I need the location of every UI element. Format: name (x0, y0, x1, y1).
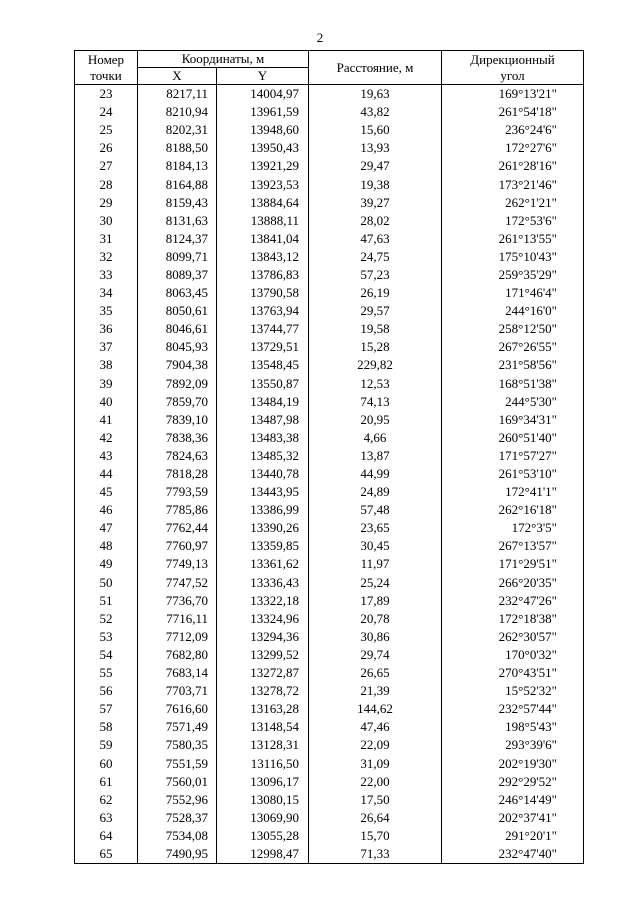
x-cell: 7528,37 (138, 809, 217, 827)
y-cell: 13163,28 (217, 700, 309, 718)
table-row (75, 85, 584, 104)
x-cell: 7839,10 (138, 411, 217, 429)
y-cell: 13055,28 (217, 827, 309, 845)
y-cell: 13440,78 (217, 465, 309, 483)
y-cell: 13443,95 (217, 483, 309, 501)
y-cell: 13484,19 (217, 393, 309, 411)
distance-cell: 71,33 (309, 845, 442, 864)
x-cell: 7616,60 (138, 700, 217, 718)
angle-cell: 261°54'18" (442, 103, 584, 121)
distance-cell: 19,38 (309, 175, 442, 193)
x-cell: 7716,11 (138, 610, 217, 628)
table-row (75, 157, 584, 175)
point-number-cell: 33 (75, 266, 138, 284)
angle-cell: 261°13'55" (442, 230, 584, 248)
x-cell: 8159,43 (138, 194, 217, 212)
y-cell: 13361,62 (217, 555, 309, 573)
y-cell: 13950,43 (217, 139, 309, 157)
point-number-cell: 55 (75, 664, 138, 682)
table-body (75, 85, 584, 864)
header-point-top: Номер (87, 51, 125, 67)
header-point-number (75, 51, 138, 85)
angle-cell: 172°18'38" (442, 610, 584, 628)
table-row (75, 682, 584, 700)
y-cell: 13324,96 (217, 610, 309, 628)
angle-cell: 169°34'31" (442, 411, 584, 429)
angle-cell: 202°37'41" (442, 809, 584, 827)
point-number-cell: 65 (75, 845, 138, 864)
point-number-cell: 37 (75, 338, 138, 356)
point-number-cell: 60 (75, 754, 138, 772)
angle-cell: 267°26'55" (442, 338, 584, 356)
y-cell: 13550,87 (217, 375, 309, 393)
x-cell: 7551,59 (138, 754, 217, 772)
distance-cell: 29,74 (309, 646, 442, 664)
angle-cell: 232°47'40" (442, 845, 584, 864)
x-cell: 7859,70 (138, 393, 217, 411)
table-row (75, 700, 584, 718)
y-cell: 13744,77 (217, 320, 309, 338)
table-row (75, 266, 584, 284)
distance-cell: 26,64 (309, 809, 442, 827)
distance-cell: 57,23 (309, 266, 442, 284)
x-cell: 8164,88 (138, 175, 217, 193)
header-angle-bottom: угол (500, 67, 525, 83)
distance-cell: 144,62 (309, 700, 442, 718)
table-row (75, 447, 584, 465)
angle-cell: 172°3'5" (442, 519, 584, 537)
angle-cell: 262°1'21" (442, 194, 584, 212)
point-number-cell: 43 (75, 447, 138, 465)
header-angle-top: Дирекционный (470, 51, 555, 67)
table-row (75, 574, 584, 592)
distance-cell: 29,47 (309, 157, 442, 175)
table-row (75, 212, 584, 230)
x-cell: 7683,14 (138, 664, 217, 682)
point-number-cell: 29 (75, 194, 138, 212)
header-distance: Расстояние, м (309, 51, 442, 85)
y-cell: 13069,90 (217, 809, 309, 827)
table-row (75, 610, 584, 628)
point-number-cell: 47 (75, 519, 138, 537)
point-number-cell: 30 (75, 212, 138, 230)
header-x: X (138, 68, 217, 85)
table-row (75, 754, 584, 772)
y-cell: 13884,64 (217, 194, 309, 212)
header-y: Y (217, 68, 309, 85)
distance-cell: 30,86 (309, 628, 442, 646)
point-number-cell: 54 (75, 646, 138, 664)
y-cell: 13548,45 (217, 356, 309, 374)
x-cell: 7904,38 (138, 356, 217, 374)
distance-cell: 25,24 (309, 574, 442, 592)
x-cell: 8046,61 (138, 320, 217, 338)
y-cell: 13294,36 (217, 628, 309, 646)
point-number-cell: 56 (75, 682, 138, 700)
angle-cell: 198°5'43" (442, 718, 584, 736)
x-cell: 7703,71 (138, 682, 217, 700)
y-cell: 13763,94 (217, 302, 309, 320)
distance-cell: 12,53 (309, 375, 442, 393)
distance-cell: 21,39 (309, 682, 442, 700)
table-row (75, 628, 584, 646)
table-row (75, 809, 584, 827)
x-cell: 7747,52 (138, 574, 217, 592)
angle-cell: 262°30'57" (442, 628, 584, 646)
x-cell: 7760,97 (138, 537, 217, 555)
y-cell: 13386,99 (217, 501, 309, 519)
angle-cell: 171°29'51" (442, 555, 584, 573)
distance-cell: 20,78 (309, 610, 442, 628)
table-row (75, 284, 584, 302)
x-cell: 8202,31 (138, 121, 217, 139)
x-cell: 7793,59 (138, 483, 217, 501)
table-row (75, 230, 584, 248)
y-cell: 13322,18 (217, 592, 309, 610)
distance-cell: 19,58 (309, 320, 442, 338)
table-row (75, 429, 584, 447)
angle-cell: 267°13'57" (442, 537, 584, 555)
point-number-cell: 31 (75, 230, 138, 248)
table-row (75, 465, 584, 483)
point-number-cell: 50 (75, 574, 138, 592)
point-number-cell: 36 (75, 320, 138, 338)
x-cell: 8124,37 (138, 230, 217, 248)
point-number-cell: 48 (75, 537, 138, 555)
x-cell: 7762,44 (138, 519, 217, 537)
point-number-cell: 42 (75, 429, 138, 447)
distance-cell: 57,48 (309, 501, 442, 519)
x-cell: 8210,94 (138, 103, 217, 121)
angle-cell: 231°58'56" (442, 356, 584, 374)
y-cell: 13128,31 (217, 736, 309, 754)
header-direction-angle (442, 51, 584, 85)
point-number-cell: 44 (75, 465, 138, 483)
table-row (75, 773, 584, 791)
x-cell: 7838,36 (138, 429, 217, 447)
y-cell: 13786,83 (217, 266, 309, 284)
distance-cell: 29,57 (309, 302, 442, 320)
y-cell: 13487,98 (217, 411, 309, 429)
point-number-cell: 49 (75, 555, 138, 573)
x-cell: 8131,63 (138, 212, 217, 230)
distance-cell: 13,93 (309, 139, 442, 157)
angle-cell: 168°51'38" (442, 375, 584, 393)
angle-cell: 293°39'6" (442, 736, 584, 754)
angle-cell: 259°35'29" (442, 266, 584, 284)
distance-cell: 24,89 (309, 483, 442, 501)
angle-cell: 171°46'4" (442, 284, 584, 302)
point-number-cell: 62 (75, 791, 138, 809)
distance-cell: 47,46 (309, 718, 442, 736)
distance-cell: 24,75 (309, 248, 442, 266)
x-cell: 8050,61 (138, 302, 217, 320)
angle-cell: 261°53'10" (442, 465, 584, 483)
angle-cell: 270°43'51" (442, 664, 584, 682)
x-cell: 7552,96 (138, 791, 217, 809)
angle-cell: 266°20'35" (442, 574, 584, 592)
y-cell: 13729,51 (217, 338, 309, 356)
point-number-cell: 58 (75, 718, 138, 736)
table-row (75, 139, 584, 157)
y-cell: 13299,52 (217, 646, 309, 664)
table-row (75, 320, 584, 338)
y-cell: 13483,38 (217, 429, 309, 447)
y-cell: 13359,85 (217, 537, 309, 555)
point-number-cell: 38 (75, 356, 138, 374)
table-row (75, 718, 584, 736)
distance-cell: 31,09 (309, 754, 442, 772)
y-cell: 13923,53 (217, 175, 309, 193)
table-row (75, 483, 584, 501)
table-row (75, 356, 584, 374)
y-cell: 13116,50 (217, 754, 309, 772)
table-row (75, 121, 584, 139)
angle-cell: 260°51'40" (442, 429, 584, 447)
distance-cell: 15,60 (309, 121, 442, 139)
point-number-cell: 52 (75, 610, 138, 628)
point-number-cell: 53 (75, 628, 138, 646)
distance-cell: 17,89 (309, 592, 442, 610)
angle-cell: 173°21'46" (442, 175, 584, 193)
page-number: 2 (316, 30, 324, 45)
table-row (75, 519, 584, 537)
y-cell: 13921,29 (217, 157, 309, 175)
distance-cell: 17,50 (309, 791, 442, 809)
point-number-cell: 34 (75, 284, 138, 302)
distance-cell: 44,99 (309, 465, 442, 483)
point-number-cell: 41 (75, 411, 138, 429)
point-number-cell: 57 (75, 700, 138, 718)
point-number-cell: 46 (75, 501, 138, 519)
x-cell: 7682,80 (138, 646, 217, 664)
x-cell: 8217,11 (138, 85, 217, 104)
y-cell: 13390,26 (217, 519, 309, 537)
point-number-cell: 64 (75, 827, 138, 845)
x-cell: 7712,09 (138, 628, 217, 646)
y-cell: 13790,58 (217, 284, 309, 302)
coordinates-table (74, 50, 584, 864)
y-cell: 13888,11 (217, 212, 309, 230)
point-number-cell: 24 (75, 103, 138, 121)
table-row (75, 302, 584, 320)
x-cell: 7892,09 (138, 375, 217, 393)
point-number-cell: 39 (75, 375, 138, 393)
x-cell: 8063,45 (138, 284, 217, 302)
x-cell: 7824,63 (138, 447, 217, 465)
y-cell: 13948,60 (217, 121, 309, 139)
header-coordinates: Координаты, м (138, 51, 309, 68)
angle-cell: 172°41'1" (442, 483, 584, 501)
point-number-cell: 32 (75, 248, 138, 266)
y-cell: 12998,47 (217, 845, 309, 864)
x-cell: 7534,08 (138, 827, 217, 845)
x-cell: 7818,28 (138, 465, 217, 483)
distance-cell: 19,63 (309, 85, 442, 104)
distance-cell: 15,70 (309, 827, 442, 845)
angle-cell: 172°53'6" (442, 212, 584, 230)
point-number-cell: 63 (75, 809, 138, 827)
point-number-cell: 59 (75, 736, 138, 754)
distance-cell: 11,97 (309, 555, 442, 573)
table-row (75, 501, 584, 519)
distance-cell: 15,28 (309, 338, 442, 356)
angle-cell: 15°52'32" (442, 682, 584, 700)
point-number-cell: 51 (75, 592, 138, 610)
table-row (75, 375, 584, 393)
y-cell: 13096,17 (217, 773, 309, 791)
table-row (75, 664, 584, 682)
table-row (75, 845, 584, 864)
y-cell: 14004,97 (217, 85, 309, 104)
x-cell: 7580,35 (138, 736, 217, 754)
y-cell: 13485,32 (217, 447, 309, 465)
angle-cell: 202°19'30" (442, 754, 584, 772)
point-number-cell: 45 (75, 483, 138, 501)
distance-cell: 4,66 (309, 429, 442, 447)
point-number-cell: 23 (75, 85, 138, 104)
table-row (75, 175, 584, 193)
table-row (75, 537, 584, 555)
table-row (75, 194, 584, 212)
x-cell: 7785,86 (138, 501, 217, 519)
y-cell: 13148,54 (217, 718, 309, 736)
x-cell: 7560,01 (138, 773, 217, 791)
y-cell: 13272,87 (217, 664, 309, 682)
x-cell: 7736,70 (138, 592, 217, 610)
distance-cell: 28,02 (309, 212, 442, 230)
x-cell: 7749,13 (138, 555, 217, 573)
angle-cell: 175°10'43" (442, 248, 584, 266)
angle-cell: 261°28'16" (442, 157, 584, 175)
y-cell: 13843,12 (217, 248, 309, 266)
angle-cell: 232°57'44" (442, 700, 584, 718)
distance-cell: 13,87 (309, 447, 442, 465)
table-row (75, 103, 584, 121)
x-cell: 8099,71 (138, 248, 217, 266)
angle-cell: 171°57'27" (442, 447, 584, 465)
header-point-bottom: точки (90, 67, 122, 83)
point-number-cell: 25 (75, 121, 138, 139)
table-row (75, 338, 584, 356)
angle-cell: 169°13'21" (442, 85, 584, 104)
y-cell: 13841,04 (217, 230, 309, 248)
x-cell: 7571,49 (138, 718, 217, 736)
table-row (75, 393, 584, 411)
angle-cell: 292°29'52" (442, 773, 584, 791)
distance-cell: 74,13 (309, 393, 442, 411)
point-number-cell: 40 (75, 393, 138, 411)
angle-cell: 258°12'50" (442, 320, 584, 338)
angle-cell: 246°14'49" (442, 791, 584, 809)
y-cell: 13336,43 (217, 574, 309, 592)
angle-cell: 232°47'26" (442, 592, 584, 610)
angle-cell: 170°0'32" (442, 646, 584, 664)
distance-cell: 22,09 (309, 736, 442, 754)
distance-cell: 23,65 (309, 519, 442, 537)
x-cell: 8184,13 (138, 157, 217, 175)
angle-cell: 291°20'1" (442, 827, 584, 845)
distance-cell: 22,00 (309, 773, 442, 791)
table-row (75, 555, 584, 573)
table-row (75, 592, 584, 610)
x-cell: 8188,50 (138, 139, 217, 157)
point-number-cell: 35 (75, 302, 138, 320)
y-cell: 13080,15 (217, 791, 309, 809)
distance-cell: 26,19 (309, 284, 442, 302)
point-number-cell: 26 (75, 139, 138, 157)
y-cell: 13961,59 (217, 103, 309, 121)
table-row (75, 646, 584, 664)
distance-cell: 26,65 (309, 664, 442, 682)
table-row (75, 248, 584, 266)
table-row (75, 827, 584, 845)
distance-cell: 20,95 (309, 411, 442, 429)
table-row (75, 411, 584, 429)
angle-cell: 172°27'6" (442, 139, 584, 157)
point-number-cell: 28 (75, 175, 138, 193)
x-cell: 7490,95 (138, 845, 217, 864)
angle-cell: 244°5'30" (442, 393, 584, 411)
distance-cell: 47,63 (309, 230, 442, 248)
distance-cell: 39,27 (309, 194, 442, 212)
table-row (75, 791, 584, 809)
angle-cell: 262°16'18" (442, 501, 584, 519)
point-number-cell: 27 (75, 157, 138, 175)
angle-cell: 236°24'6" (442, 121, 584, 139)
table-row (75, 736, 584, 754)
x-cell: 8089,37 (138, 266, 217, 284)
point-number-cell: 61 (75, 773, 138, 791)
angle-cell: 244°16'0" (442, 302, 584, 320)
distance-cell: 43,82 (309, 103, 442, 121)
y-cell: 13278,72 (217, 682, 309, 700)
x-cell: 8045,93 (138, 338, 217, 356)
distance-cell: 30,45 (309, 537, 442, 555)
distance-cell: 229,82 (309, 356, 442, 374)
